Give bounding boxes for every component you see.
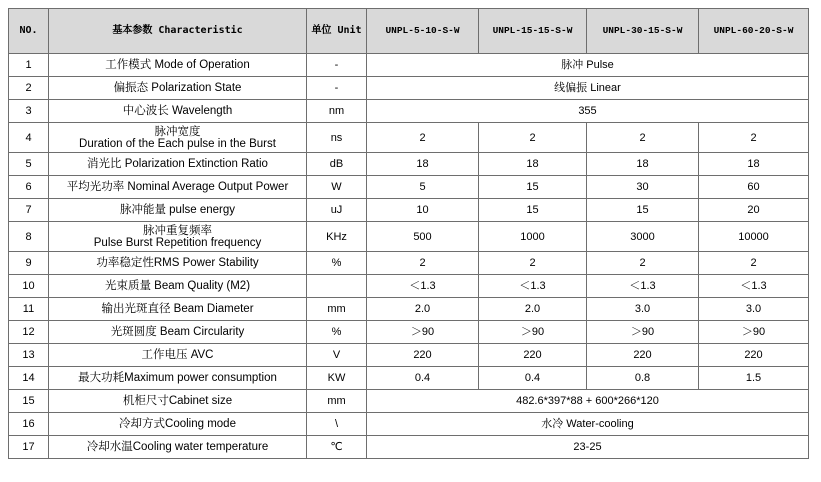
row-number: 3 xyxy=(9,100,49,123)
row-unit: mm xyxy=(307,298,367,321)
row-value: 10000 xyxy=(699,222,809,252)
row-merged-value: 水冷 Water-cooling xyxy=(367,413,809,436)
row-parameter-cn: 脉冲宽度 xyxy=(154,125,201,138)
row-value: ＜1.3 xyxy=(699,275,809,298)
row-merged-value: 482.6*397*88 + 600*266*120 xyxy=(367,390,809,413)
row-number: 13 xyxy=(9,344,49,367)
row-number: 12 xyxy=(9,321,49,344)
row-merged-value: 脉冲 Pulse xyxy=(367,54,809,77)
row-parameter: 功率稳定性RMS Power Stability xyxy=(49,252,307,275)
row-number: 7 xyxy=(9,199,49,222)
row-number: 14 xyxy=(9,367,49,390)
row-parameter: 输出光斑直径 Beam Diameter xyxy=(49,298,307,321)
table-row xyxy=(9,100,809,123)
row-merged-value: 355 xyxy=(367,100,809,123)
row-parameter: 光束质量 Beam Quality (M2) xyxy=(49,275,307,298)
row-value: 2 xyxy=(367,252,479,275)
row-value: ＞90 xyxy=(367,321,479,344)
row-value: ＞90 xyxy=(587,321,699,344)
row-unit: % xyxy=(307,252,367,275)
row-unit: - xyxy=(307,77,367,100)
row-value: 5 xyxy=(367,176,479,199)
row-parameter-en: Duration of the Each pulse in the Burst xyxy=(79,137,276,150)
table-row xyxy=(9,275,809,298)
row-value: 15 xyxy=(479,176,587,199)
table-row xyxy=(9,153,809,176)
table-row xyxy=(9,199,809,222)
row-unit: % xyxy=(307,321,367,344)
row-value: 0.8 xyxy=(587,367,699,390)
row-unit: \ xyxy=(307,413,367,436)
row-number: 11 xyxy=(9,298,49,321)
table-row xyxy=(9,176,809,199)
table-row xyxy=(9,54,809,77)
row-value: 2 xyxy=(699,123,809,153)
row-value: 0.4 xyxy=(367,367,479,390)
row-value: 500 xyxy=(367,222,479,252)
row-unit: ns xyxy=(307,123,367,153)
row-value: 18 xyxy=(587,153,699,176)
row-unit xyxy=(307,275,367,298)
row-value: 2 xyxy=(479,252,587,275)
row-number: 15 xyxy=(9,390,49,413)
row-value: ＜1.3 xyxy=(587,275,699,298)
table-row xyxy=(9,344,809,367)
row-parameter: 机柜尺寸Cabinet size xyxy=(49,390,307,413)
row-unit: V xyxy=(307,344,367,367)
row-value: 15 xyxy=(479,199,587,222)
row-value: 2.0 xyxy=(367,298,479,321)
row-parameter xyxy=(49,123,307,153)
row-value: 0.4 xyxy=(479,367,587,390)
table-row xyxy=(9,252,809,275)
row-parameter xyxy=(49,222,307,252)
table-row xyxy=(9,390,809,413)
row-merged-value: 线偏振 Linear xyxy=(367,77,809,100)
header-model: UNPL-5-10-S-W xyxy=(367,9,479,54)
row-merged-value: 23-25 xyxy=(367,436,809,459)
row-value: 220 xyxy=(587,344,699,367)
row-parameter: 光斑圆度 Beam Circularity xyxy=(49,321,307,344)
row-value: 2.0 xyxy=(479,298,587,321)
row-value: 3000 xyxy=(587,222,699,252)
row-value: 15 xyxy=(587,199,699,222)
row-unit: KW xyxy=(307,367,367,390)
row-number: 2 xyxy=(9,77,49,100)
table-row xyxy=(9,77,809,100)
row-value: 2 xyxy=(587,123,699,153)
row-value: ＞90 xyxy=(479,321,587,344)
table-row xyxy=(9,413,809,436)
row-unit: mm xyxy=(307,390,367,413)
row-value: 220 xyxy=(479,344,587,367)
header-model: UNPL-60-20-S-W xyxy=(699,9,809,54)
table-row xyxy=(9,298,809,321)
row-value: 60 xyxy=(699,176,809,199)
row-parameter: 中心波长 Wavelength xyxy=(49,100,307,123)
header-characteristic: 基本参数 Characteristic xyxy=(49,9,307,54)
row-number: 6 xyxy=(9,176,49,199)
row-value: 20 xyxy=(699,199,809,222)
row-number: 4 xyxy=(9,123,49,153)
row-value: 3.0 xyxy=(699,298,809,321)
row-value: ＜1.3 xyxy=(367,275,479,298)
table-row xyxy=(9,123,809,153)
row-value: ＜1.3 xyxy=(479,275,587,298)
row-parameter: 平均光功率 Nominal Average Output Power xyxy=(49,176,307,199)
header-no: NO. xyxy=(9,9,49,54)
row-value: 220 xyxy=(699,344,809,367)
row-number: 17 xyxy=(9,436,49,459)
row-unit: uJ xyxy=(307,199,367,222)
row-value: 2 xyxy=(587,252,699,275)
row-unit: nm xyxy=(307,100,367,123)
row-value: ＞90 xyxy=(699,321,809,344)
row-value: 18 xyxy=(479,153,587,176)
row-unit: ℃ xyxy=(307,436,367,459)
row-parameter: 工作电压 AVC xyxy=(49,344,307,367)
spec-table-container xyxy=(8,8,809,459)
spec-table xyxy=(8,8,809,459)
header-unit: 单位 Unit xyxy=(307,9,367,54)
row-value: 1000 xyxy=(479,222,587,252)
row-parameter-en: Pulse Burst Repetition frequency xyxy=(93,236,262,249)
row-parameter: 偏振态 Polarization State xyxy=(49,77,307,100)
table-row xyxy=(9,321,809,344)
row-value: 10 xyxy=(367,199,479,222)
row-parameter: 工作模式 Mode of Operation xyxy=(49,54,307,77)
row-parameter: 最大功耗Maximum power consumption xyxy=(49,367,307,390)
row-unit: dB xyxy=(307,153,367,176)
header-model: UNPL-30-15-S-W xyxy=(587,9,699,54)
row-value: 2 xyxy=(699,252,809,275)
row-value: 220 xyxy=(367,344,479,367)
row-number: 9 xyxy=(9,252,49,275)
row-number: 16 xyxy=(9,413,49,436)
row-unit: KHz xyxy=(307,222,367,252)
table-row xyxy=(9,436,809,459)
row-number: 5 xyxy=(9,153,49,176)
row-value: 2 xyxy=(367,123,479,153)
row-value: 3.0 xyxy=(587,298,699,321)
header-model: UNPL-15-15-S-W xyxy=(479,9,587,54)
row-value: 1.5 xyxy=(699,367,809,390)
row-value: 18 xyxy=(699,153,809,176)
row-parameter: 冷却方式Cooling mode xyxy=(49,413,307,436)
row-value: 18 xyxy=(367,153,479,176)
row-number: 10 xyxy=(9,275,49,298)
row-number: 8 xyxy=(9,222,49,252)
row-parameter: 消光比 Polarization Extinction Ratio xyxy=(49,153,307,176)
row-value: 30 xyxy=(587,176,699,199)
row-unit: W xyxy=(307,176,367,199)
row-value: 2 xyxy=(479,123,587,153)
row-parameter: 脉冲能量 pulse energy xyxy=(49,199,307,222)
row-unit: - xyxy=(307,54,367,77)
row-number: 1 xyxy=(9,54,49,77)
header-row xyxy=(9,9,809,54)
row-parameter: 冷却水温Cooling water temperature xyxy=(49,436,307,459)
table-row xyxy=(9,367,809,390)
row-parameter-cn: 脉冲重复频率 xyxy=(143,224,212,237)
table-row xyxy=(9,222,809,252)
